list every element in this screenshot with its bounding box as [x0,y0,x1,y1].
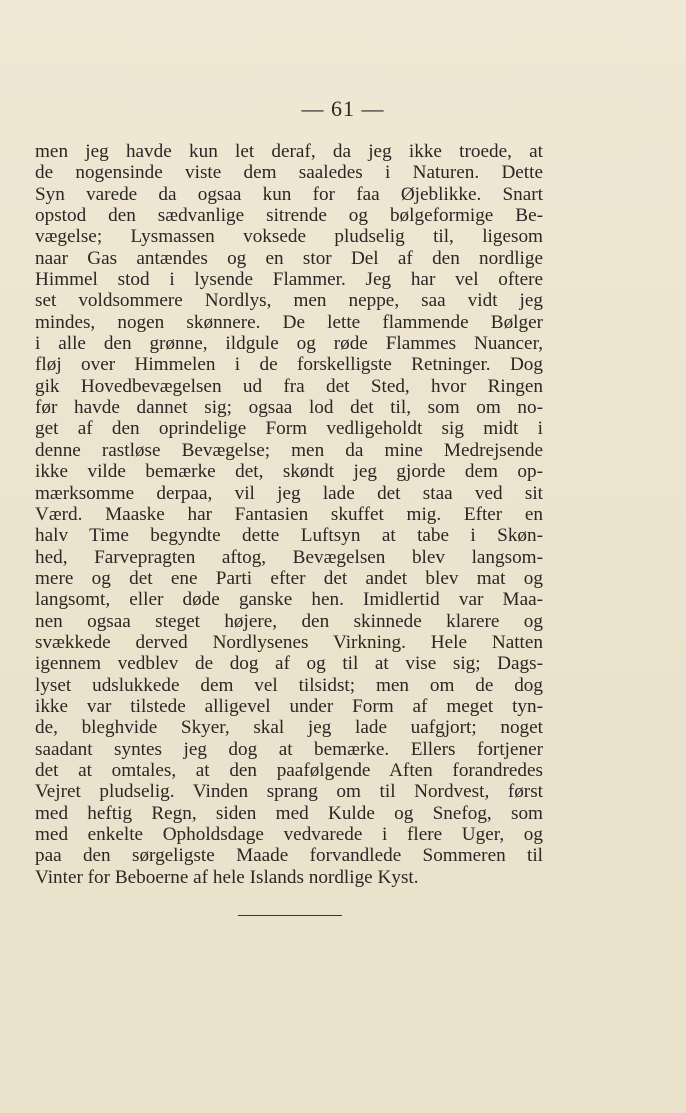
text-line: paa den sørgeligste Maade forvandlede Sommeren til [35,845,543,867]
text-line: svækkede derved Nordlysenes Virkning. Hele Natten [35,631,543,653]
page-number: — 61 — [301,96,385,121]
text-line: men jeg havde kun let deraf, da jeg ikke troede, at [35,141,543,162]
text-line: gik Hovedbevægelsen ud fra det Sted, hvor Ringen [35,375,543,397]
text-line: Vinter for Beboerne af hele Islands nordlige Kyst. [35,866,419,888]
text-line: igennem vedblev de dog af og til at vise sig; Dags- [35,653,543,675]
text-line: i alle den grønne, ildgule og røde Flammes Nuancer, [35,333,543,355]
text-line: nen ogsaa steget højere, den skinnede klarere og [35,610,543,632]
text-line: det at omtales, at den paafølgende Aften forandredes [35,759,543,781]
text-line: med heftig Regn, siden med Kulde og Snefog, som [35,802,543,824]
text-line: langsomt, eller døde ganske hen. Imidlertid var Maa- [35,589,543,611]
text-line: de, bleghvide Skyer, skal jeg lade uafgjort; noget [35,717,543,739]
text-line: saadant syntes jeg dog at bemærke. Ellers fortjener [35,738,543,760]
text-line: denne rastløse Bevægelse; men da mine Medrejsende [35,439,543,461]
text-line: halv Time begyndte dette Luftsyn at tabe i Skøn- [35,525,543,547]
text-line: med enkelte Opholdsdage vedvarede i flere Uger, og [35,824,543,845]
text-line: mærksomme derpaa, vil jeg lade det staa ved sit [35,482,543,504]
end-rule [238,915,342,916]
text-line: mindes, nogen skønnere. De lette flammende Bølger [35,311,543,333]
text-line: set voldsommere Nordlys, men neppe, saa vidt jeg [35,290,543,312]
text-line: de nogensinde viste dem saaledes i Naturen. Dette [35,162,543,184]
text-line: ikke var tilstede alligevel under Form af meget tyn- [35,695,543,717]
text-line: Syn varede da ogsaa kun for faa Øjeblikke. Snart [35,183,543,205]
text-line: mere og det ene Parti efter det andet blev mat og [35,567,543,589]
text-line: hed, Farvepragten aftog, Bevægelsen blev langsom- [35,546,543,568]
text-line: Himmel stod i lysende Flammer. Jeg har vel oftere [35,269,543,291]
text-line: get af den oprindelige Form vedligeholdt sig midt i [35,418,543,440]
text-line: ikke vilde bemærke det, skøndt jeg gjorde dem op- [35,461,543,483]
text-line: lyset udslukkede dem vel tilsidst; men om de dog [35,674,543,696]
text-line: naar Gas antændes og en stor Del af den nordlige [35,247,543,269]
text-line: vægelse; Lysmassen voksede pludselig til, ligesom [35,226,543,248]
text-line: Vejret pludselig. Vinden sprang om til Nordvest, først [35,781,543,803]
text-line: Værd. Maaske har Fantasien skuffet mig. Efter en [35,503,543,525]
body-text [35,141,543,888]
text-line: opstod den sædvanlige sitrende og bølgeformige Be- [35,205,543,227]
text-line: fløj over Himmelen i de forskelligste Retninger. Dog [35,354,543,376]
text-line: før havde dannet sig; ogsaa lod det til, som om no- [35,397,543,419]
